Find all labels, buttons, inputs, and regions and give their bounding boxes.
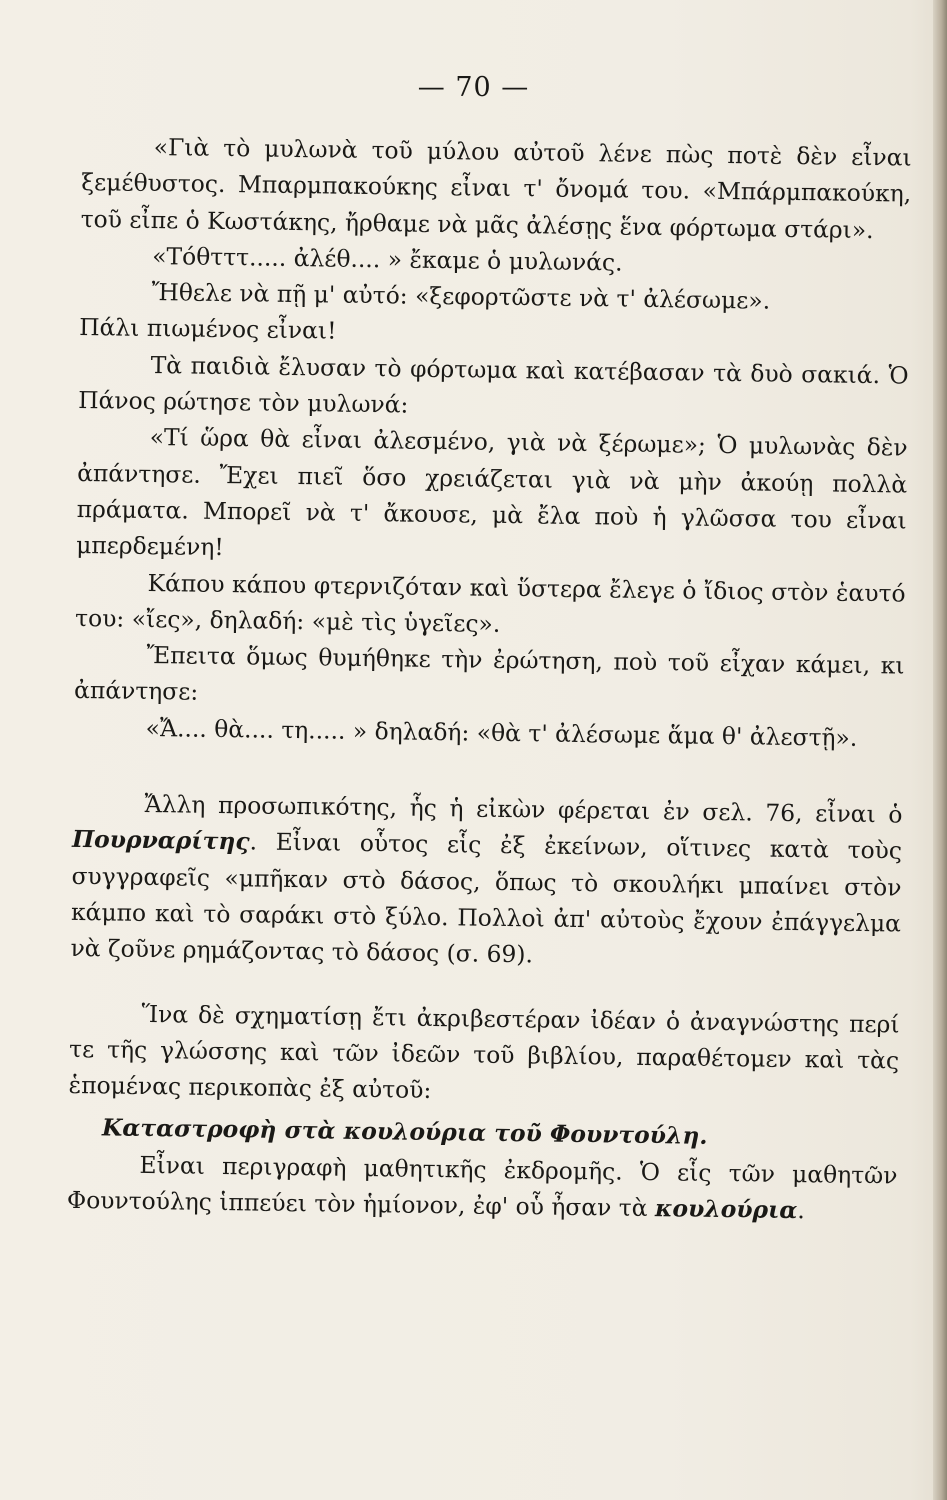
paragraph-11: Ἵνα δὲ σχηματίσῃ ἔτι ἀκριβεστέραν ἰδέαν ὁ ἀναγνώστης περί τε τῆς γλώσσης καὶ τῶν ἰδεῶν τοῦ βιβλίου, παραθέτομεν καὶ τὰς ἑπομένας περικοπὰς ἐξ αὐτοῦ:	[68, 999, 900, 1105]
page-number: — 70 —	[417, 72, 530, 103]
paragraph-5: Τὰ παιδιὰ ἔλυσαν τὸ φόρτωμα καὶ κατέβασαν τὰ δυὸ σακιά. Ὁ Πάνος ρώτησε τὸν μυλωνά:	[78, 350, 909, 419]
paragraph-1: «Γιὰ τὸ μυλωνὰ τοῦ μύλου αὐτοῦ λένε πὼς ποτὲ δὲν εἶναι ξεμέθυστος. Μπαρμπακούκης εἶναι τ' ὄνομά του. «Μπάρμπακούκη, τοῦ εἶπε ὁ Κωστάκης, ἤρθαμε νὰ μᾶς ἀλέσῃς ἕνα φόρτωμα στάρι».	[80, 133, 912, 244]
paragraph-6: «Τί ὥρα θὰ εἶναι ἀλεσμένο, γιὰ νὰ ξέρωμε»; Ὁ μυλωνὰς δὲν ἀπάντησε. Ἔχει πιεῖ ὅσο χρειάζεται γιὰ νὰ μὴν ἀκούῃ πολλὰ πράματα. Μπορεῖ νὰ τ' ἄκουσε, μὰ ἔλα ποὺ ἡ γλῶσσα του εἶναι μπερδεμένη!	[75, 423, 908, 562]
page-edge-shadow	[933, 0, 947, 1500]
section-heading: Καταστροφὴ στὰ κουλούρια τοῦ Φουντούλη.	[101, 1113, 708, 1151]
paragraph-12	[67, 1146, 898, 1230]
body-text	[67, 128, 912, 1230]
paragraph-2: «Τόθτττ..... ἀλέθ.... » ἔκαμε ὁ μυλωνάς.	[152, 241, 623, 277]
person-name: Πουρναρίτης	[71, 825, 250, 856]
paragraph-12-start: Εἶναι περιγραφὴ μαθητικῆς ἐκδρομῆς. Ὁ εἷς τῶν μαθητῶν Φουντούλης ἱππεύει τὸν ἡμίονον, ἐφ' οὗ ἦσαν τὰ	[66, 1150, 898, 1223]
paragraph-12-end: .	[797, 1196, 806, 1225]
emphasized-word: κουλούρια	[654, 1194, 798, 1225]
paragraph-3: Ἤθελε νὰ πῇ μ' αὐτό: «ξεφορτῶστε νὰ τ' ἀλέσωμε».	[151, 278, 771, 315]
paragraph-8: Ἔπειτα ὅμως θυμήθηκε τὴν ἐρώτηση, ποὺ τοῦ εἶχαν κάμει, κι ἀπάντησε:	[73, 641, 905, 707]
paragraph-9: «Ἄ.... θὰ.... τη..... » δηλαδή: «θὰ τ' ἀλέσωμε ἅμα θ' ἀλεστῇ».	[145, 713, 858, 752]
paragraph-10	[70, 785, 902, 978]
paragraph-4: Πάλι πιωμένος εἶναι!	[79, 313, 337, 346]
paragraph-10-end: . Εἶναι οὗτος εἷς ἐξ ἐκείνων, οἵτινες κατὰ τοὺς συγγραφεῖς «μπῆκαν στὸ δάσος, ὅπως τὸ σκουλήκι μπαίνει στὸν κάμπο καὶ τὸ σαράκι στὸ ξύλο. Πολλοὶ ἀπ' αὐτοὺς ἔχουν ἐπάγγελμα νὰ ζοῦνε ρημάζοντας τὸ δάσος (σ. 69).	[70, 827, 903, 969]
paragraph-7: Κάπου κάπου φτερνιζόταν καὶ ὕστερα ἔλεγε ὁ ἴδιος στὸν ἑαυτό του: «ἴες», δηλαδή: «μὲ τὶς ὑγεῖες».	[74, 568, 906, 638]
paragraph-10-start: Ἄλλη προσωπικότης, ἧς ἡ εἰκὼν φέρεται ἐν σελ. 76, εἶναι ὁ	[144, 789, 903, 829]
